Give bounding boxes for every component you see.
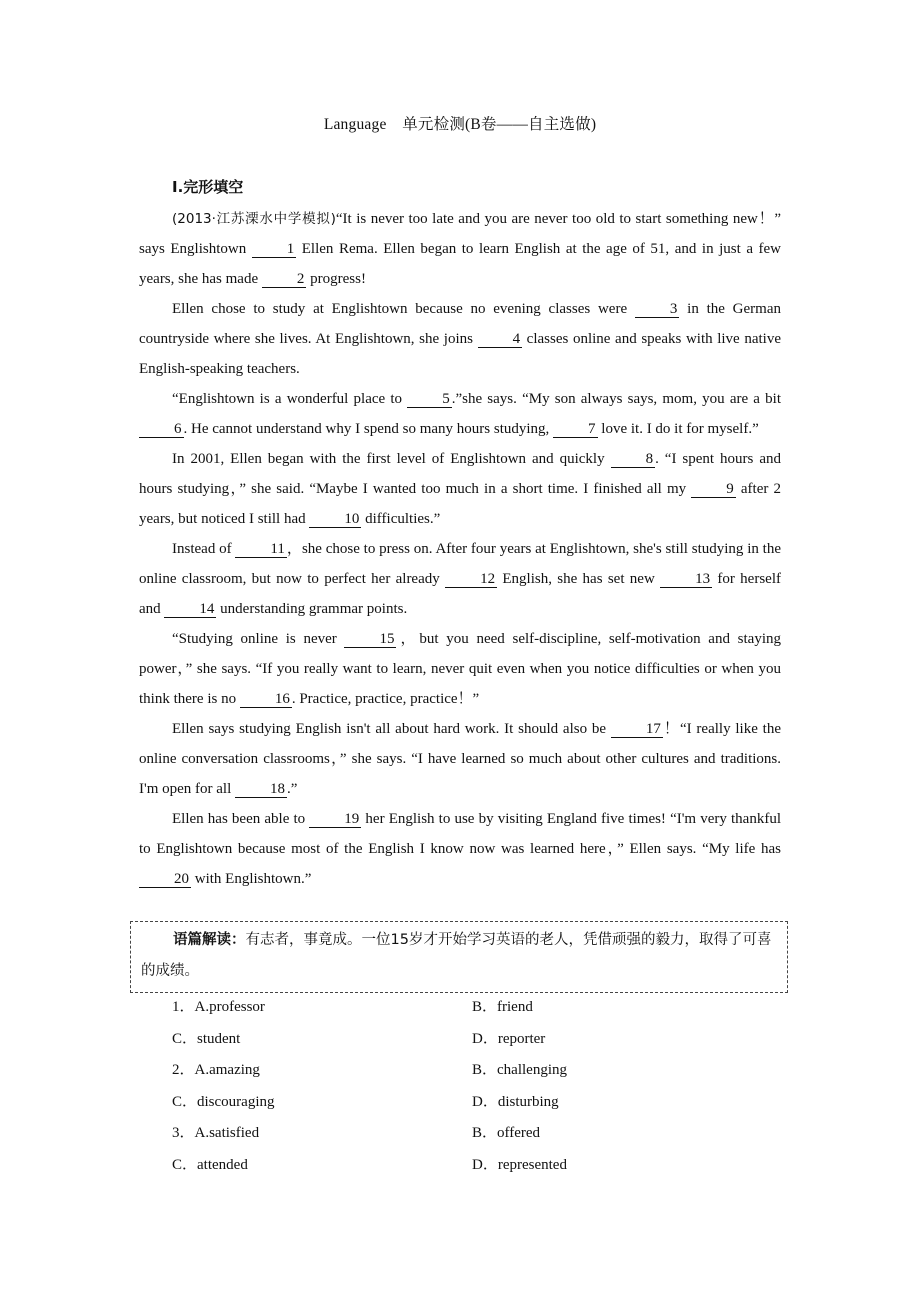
blank-8[interactable]: 8 xyxy=(611,451,656,468)
blank-15[interactable]: 15 xyxy=(344,631,396,648)
blank-6[interactable]: 6 xyxy=(139,421,184,438)
section-heading: Ⅰ.完形填空 xyxy=(172,178,244,196)
paragraph-4: In 2001, Ellen began with the first level of Englishtown and quickly 8 . “I spent hours and hours studying，” she said. “Maybe I wanted too much in a short time. I finished all my 9 after 2 years, but noticed I still had 10 difficulties.” xyxy=(139,451,781,527)
paragraph-7: Ellen says studying English isn't all about hard work. It should also be 17 ！“I really like the online conversation classrooms，” she says. “I have learned so much about other cultures and traditions. I'm open for all 18 .” xyxy=(139,721,781,797)
paragraph-8: Ellen has been able to 19 her English to use by visiting England five times! “I'm very thankful to Englishtown because most of the English I know now was learned here，” Ellen says. “My life has 20 with Englishtown.” xyxy=(139,811,781,887)
option-1c[interactable]: C．student xyxy=(172,1030,241,1047)
blank-13[interactable]: 13 xyxy=(660,571,712,588)
blank-5[interactable]: 5 xyxy=(407,391,452,408)
option-1a[interactable]: 1．A.professor xyxy=(172,999,265,1015)
blank-1[interactable]: 1 xyxy=(252,241,297,258)
option-row xyxy=(172,1087,732,1119)
option-2d[interactable]: D．disturbing xyxy=(472,1093,559,1110)
option-2c[interactable]: C．discouraging xyxy=(172,1093,275,1110)
option-3c[interactable]: C．attended xyxy=(172,1156,248,1173)
analysis-label: 语篇解读： xyxy=(173,932,246,948)
blank-4[interactable]: 4 xyxy=(478,331,523,348)
blank-20[interactable]: 20 xyxy=(139,871,191,888)
cloze-passage xyxy=(139,204,781,894)
option-row xyxy=(172,1024,732,1056)
option-1d[interactable]: D．reporter xyxy=(472,1030,546,1047)
blank-14[interactable]: 14 xyxy=(164,601,216,618)
blank-12[interactable]: 12 xyxy=(445,571,497,588)
passage-analysis-box xyxy=(130,921,788,993)
paragraph-6: “Studying online is never 15 ，but you need self-discipline, self-motivation and staying power，” she says. “If you really want to learn, never quit even when you notice difficulties or when you think there is no 16 . Practice, practice, practice！” xyxy=(139,631,781,707)
option-row xyxy=(172,1118,732,1150)
blank-9[interactable]: 9 xyxy=(691,481,736,498)
option-2a[interactable]: 2．A.amazing xyxy=(172,1062,260,1078)
blank-11[interactable]: 11 xyxy=(235,541,286,558)
paragraph-3: “Englishtown is a wonderful place to 5 .”she says. “My son always says, mom, you are a bit 6 . He cannot understand why I spend so many hours studying, 7 love it. I do it for myself.” xyxy=(139,384,781,444)
option-3b[interactable]: B．offered xyxy=(472,1125,541,1141)
option-3a[interactable]: 3．A.satisfied xyxy=(172,1125,260,1141)
option-1b[interactable]: B．friend xyxy=(472,999,533,1015)
blank-7[interactable]: 7 xyxy=(553,421,598,438)
blank-2[interactable]: 2 xyxy=(262,271,307,288)
option-row xyxy=(172,1150,732,1182)
option-3d[interactable]: D．represented xyxy=(472,1156,567,1173)
blank-3[interactable]: 3 xyxy=(635,301,680,318)
blank-16[interactable]: 16 xyxy=(240,691,292,708)
paragraph-5: Instead of 11 ，she chose to press on. After four years at Englishtown, she's still studying in the online classroom, but now to perfect her already 12 English, she has set new 13 for herself and 14 understanding grammar points. xyxy=(139,541,781,617)
option-2b[interactable]: B．challenging xyxy=(472,1062,567,1078)
source-note: (2013·江苏溧水中学模拟) xyxy=(172,211,336,227)
paragraph-1: (2013·江苏溧水中学模拟)“It is never too late and you are never too old to start something new！” says Englishtown 1 Ellen Rema. Ellen began to learn English at the age of 51, and in just a few years, she has made 2 progress! xyxy=(139,211,781,287)
analysis-text: 有志者，事竟成。一位15岁才开始学习英语的老人，凭借顽强的毅力，取得了可喜的成绩。 xyxy=(141,932,772,979)
option-row xyxy=(172,992,732,1024)
option-row xyxy=(172,1055,732,1087)
blank-19[interactable]: 19 xyxy=(309,811,361,828)
paragraph-2: Ellen chose to study at Englishtown because no evening classes were 3 in the German countryside where she lives. At Englishtown, she joins 4 classes online and speaks with live native English-speaking teachers. xyxy=(139,301,781,377)
answer-options xyxy=(172,992,732,1181)
blank-10[interactable]: 10 xyxy=(309,511,361,528)
blank-17[interactable]: 17 xyxy=(611,721,663,738)
blank-18[interactable]: 18 xyxy=(235,781,287,798)
page-title: Language 单元检测(B卷——自主选做) xyxy=(323,116,597,133)
